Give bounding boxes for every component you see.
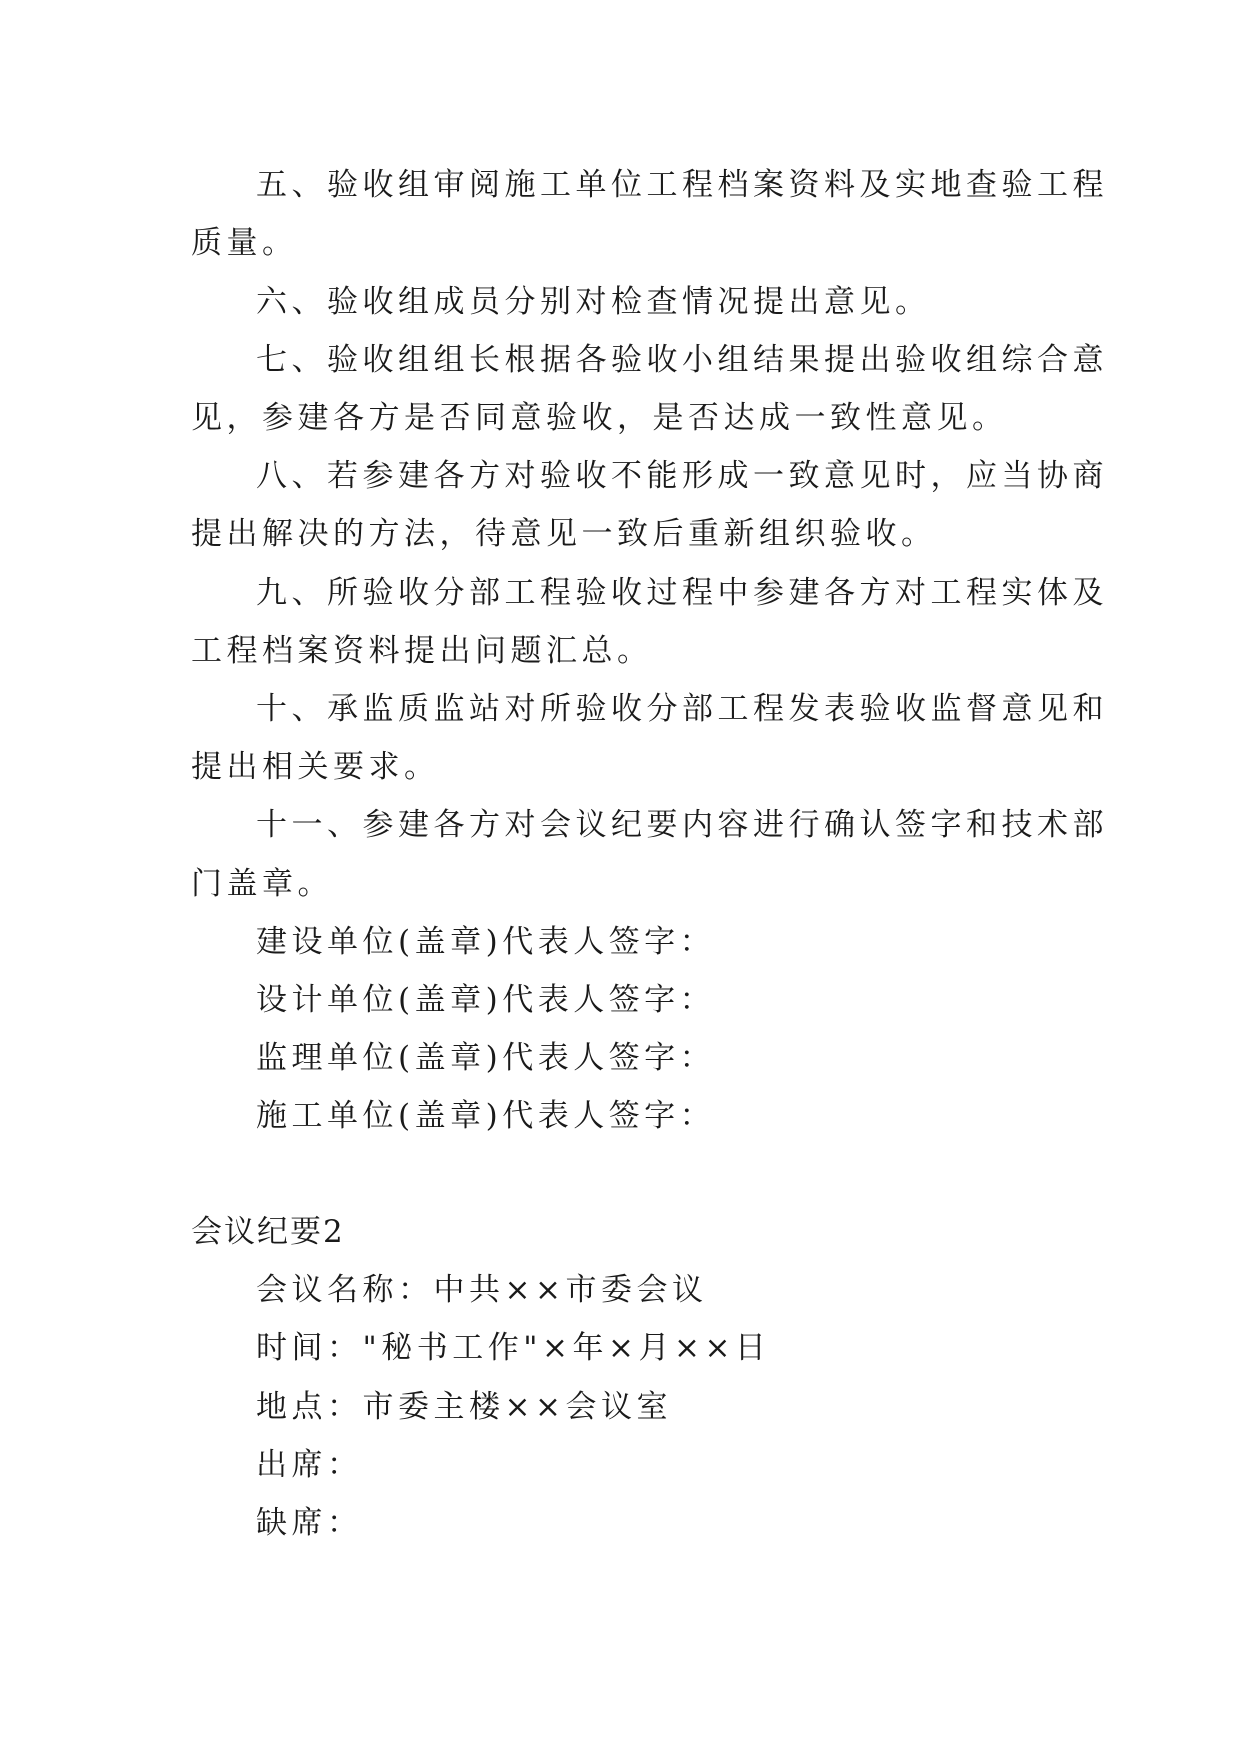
signature-line-construction: 建设单位(盖章)代表人签字： (256, 924, 716, 960)
para-5-line-1: 五、验收组审阅施工单位工程档案资料及实地查验工程 (256, 167, 1108, 203)
para-9-line-2: 工程档案资料提出问题汇总。 (191, 633, 653, 669)
para-7-line-2: 见，参建各方是否同意验收，是否达成一致性意见。 (191, 400, 1008, 436)
para-7-line-1: 七、验收组组长根据各验收小组结果提出验收组综合意 (256, 342, 1108, 378)
para-8-line-1: 八、若参建各方对验收不能形成一致意见时，应当协商 (256, 458, 1108, 494)
signature-line-contractor: 施工单位(盖章)代表人签字： (256, 1098, 716, 1134)
para-9-line-1: 九、所验收分部工程验收过程中参建各方对工程实体及 (256, 575, 1108, 611)
section-2-title: 会议纪要2 (191, 1214, 345, 1250)
para-6-line-1: 六、验收组成员分别对检查情况提出意见。 (256, 284, 931, 320)
signature-line-supervision: 监理单位(盖章)代表人签字： (256, 1040, 716, 1076)
meeting-absent: 缺席： (256, 1505, 363, 1541)
para-11-line-1: 十一、参建各方对会议纪要内容进行确认签字和技术部 (256, 807, 1108, 843)
meeting-time: 时间："秘书工作"×年×月××日 (256, 1330, 771, 1366)
meeting-location: 地点：市委主楼××会议室 (256, 1389, 672, 1425)
para-10-line-1: 十、承监质监站对所验收分部工程发表验收监督意见和 (256, 691, 1108, 727)
meeting-name: 会议名称：中共××市委会议 (256, 1272, 708, 1308)
para-10-line-2: 提出相关要求。 (191, 749, 440, 785)
para-11-line-2: 门盖章。 (191, 866, 333, 902)
meeting-present: 出席： (256, 1447, 363, 1483)
para-8-line-2: 提出解决的方法，待意见一致后重新组织验收。 (191, 516, 937, 552)
para-5-line-2: 质量。 (191, 225, 298, 261)
signature-line-design: 设计单位(盖章)代表人签字： (256, 982, 716, 1018)
